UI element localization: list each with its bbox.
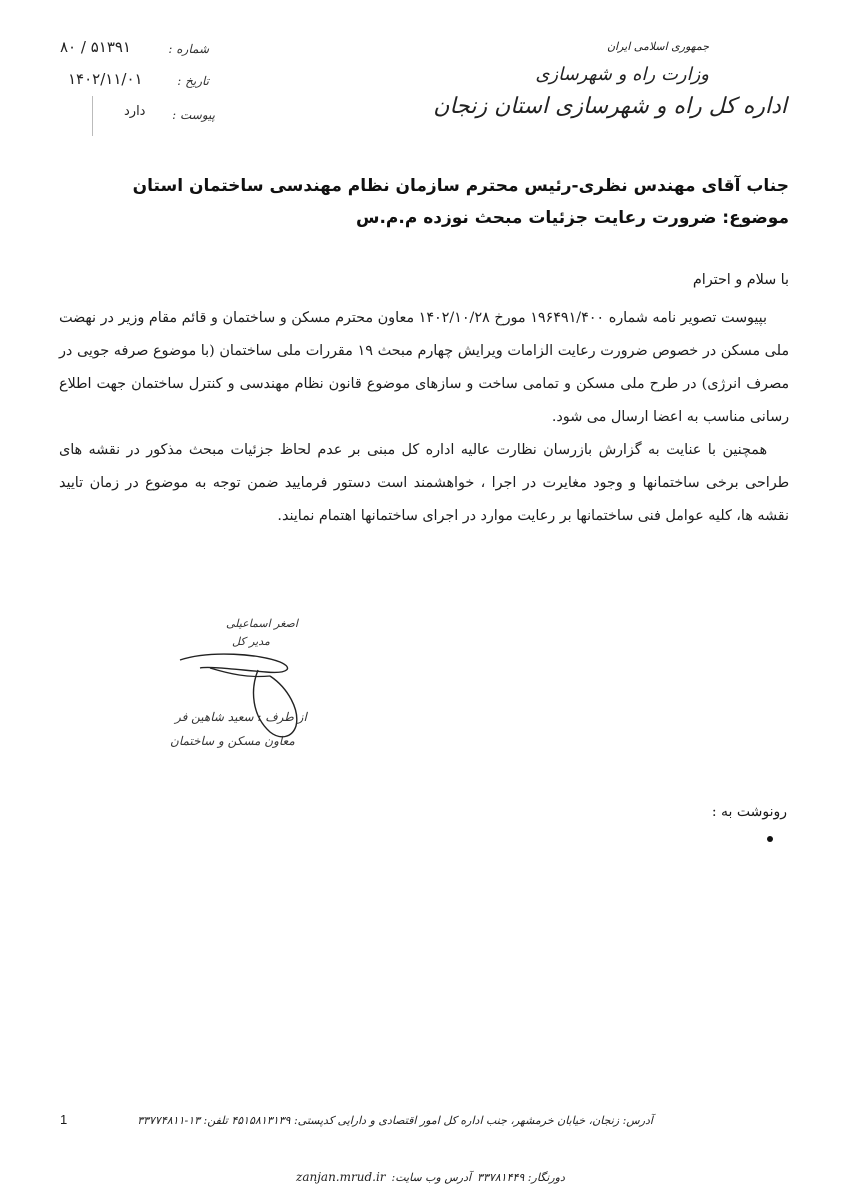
attachment-label: پیوست : [172, 108, 215, 122]
date-label: تاریخ : [177, 74, 209, 88]
body-paragraph-1: بپیوست تصویر نامه شماره ۱۹۶۴۹۱/۴۰۰ مورخ ۱۴۰۲/۱۰/۲۸ معاون محترم مسکن و ساختمان و قائم مقام وزیر در نهضت ملی مسکن در خصوص ضرورت رعایت الزامات ویرایش چهارم مبحث ۱۹ مقررات ملی ساختمان (با موضوع صرفه جویی در مصرف انرژی) در طرح ملی مسکن و تمامی ساخت و سازهای موضوع قانون نظام مهندسی و کنترل ساختمان جهت اطلاع رسانی مناسب به اعضا ارسال می شود. [59, 310, 789, 425]
footer-fax: دورنگار: ۳۳۷۸۱۴۴۹ [477, 1171, 565, 1184]
cc-bullet [767, 836, 773, 842]
footer-website[interactable]: zanjan.mrud.ir [296, 1170, 386, 1184]
signatory-name: اصغر اسماعیلی [226, 617, 298, 630]
meta-divider [92, 96, 93, 136]
letterhead-office: اداره کل راه و شهرسازی استان زنجان [433, 94, 787, 119]
number-label: شماره : [168, 42, 209, 56]
attachment-value: دارد [124, 104, 146, 119]
footer-contact [296, 1170, 565, 1184]
greeting: با سلام و احترام [692, 272, 789, 288]
body-paragraph-2: همچنین با عنایت به گزارش بازرسان نظارت عالیه اداره کل مبنی بر عدم لحاظ جزئیات مبحث مذکور در نقشه های طراحی برخی ساختمانها و وجود مغایرت در اجرا ، خواهشمند است دستور فرمایید ضمن توجه به موضوع در زمان تایید نقشه ها، کلیه عوامل فنی ساختمانها بر رعایت موارد در اجرای ساختمانها اهتمام نمایند. [59, 442, 789, 524]
deputy-title: معاون مسکن و ساختمان [170, 734, 295, 748]
letterhead-ministry: وزارت راه و شهرسازی [535, 64, 709, 85]
number-value: ۸۰ / ۵۱۳۹۱ [60, 38, 131, 56]
page-number: 1 [60, 1112, 68, 1127]
subject-line: موضوع: ضرورت رعایت جزئیات مبحث نوزده م.م.س [355, 208, 789, 228]
signatory-title: مدیر کل [232, 635, 270, 648]
recipient-line: جناب آقای مهندس نظری-رئیس محترم سازمان نظام مهندسی ساختمان استان [132, 176, 789, 196]
letterhead-republic: جمهوری اسلامی ایران [606, 40, 709, 53]
on-behalf-of: از طرف : سعید شاهین فر [175, 710, 307, 724]
footer-website-label: آدرس وب سایت: [391, 1171, 472, 1184]
date-value: ۱۴۰۲/۱۱/۰۱ [68, 70, 143, 88]
footer-address: آدرس: زنجان، خیابان خرمشهر، جنب اداره کل امور اقتصادی و دارایی کدپستی: ۴۵۱۵۸۱۳۱۳۹ تلفن: ۱۳-۳۳۷۷۴۸۱۱ [137, 1114, 653, 1127]
cc-label: رونوشت به : [711, 804, 787, 820]
